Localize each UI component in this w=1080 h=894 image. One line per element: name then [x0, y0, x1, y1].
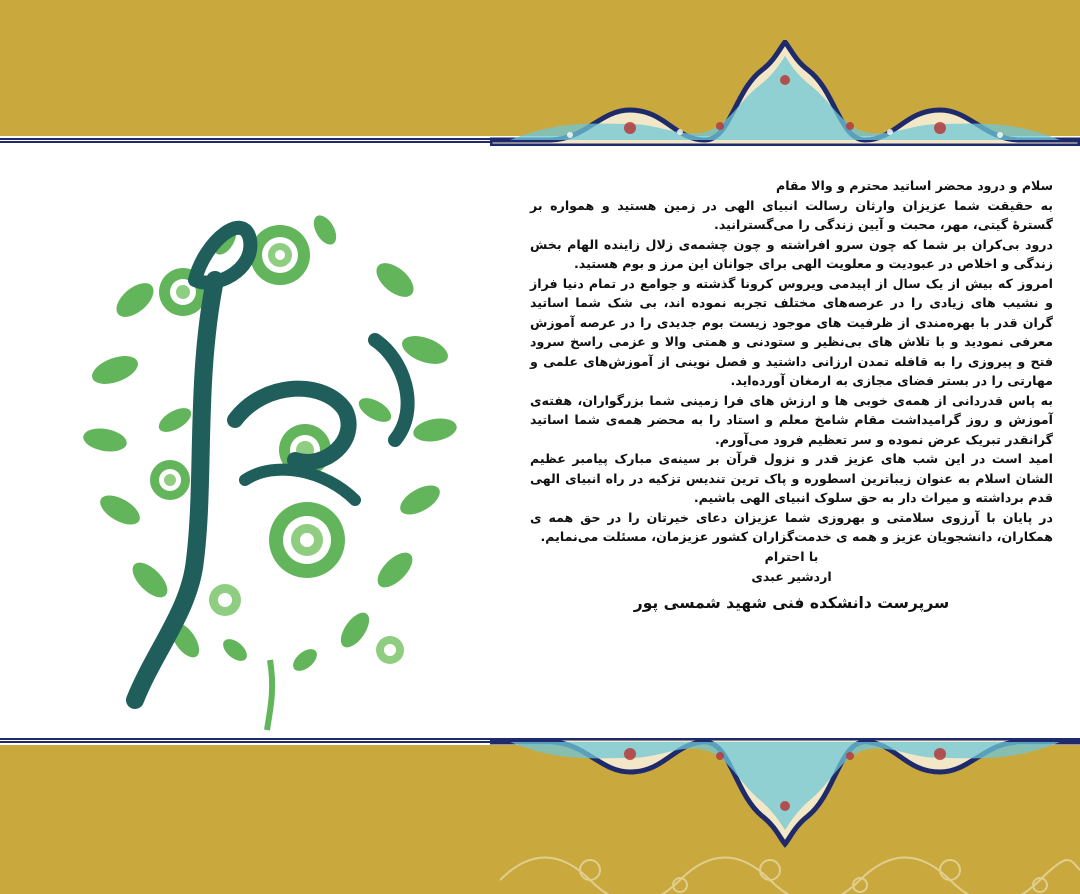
bottom-arabesque-ornament — [490, 738, 1080, 848]
top-arabesque-ornament — [490, 40, 1080, 146]
signer-name: اردشیر عبدی — [751, 568, 832, 584]
letter-paragraph: به حقیقت شما عزیزان وارثان رسالت انبیای الهی در زمین هستید و همواره بر گسترهٔ گیتی، مهر، محبت و آیین زندگی را می‌گسترانید. — [530, 197, 1053, 232]
signature-block — [530, 547, 1053, 617]
signer-title: سرپرست دانشکده فنی شهید شمسی پور — [633, 593, 950, 612]
letter-greeting: سلام و درود محضر اساتید محترم و والا مقام — [775, 178, 1053, 193]
letter-paragraph: در پایان با آرزوی سلامتی و بهروزی شما عزیزان دعای خیرتان را در حق همه ی همکاران، دانشجویان عزیز و همه ی خدمت‌گزاران کشور عزیزمان، مسئلت می‌نمایم. — [530, 509, 1053, 544]
closing-phrase: با احترام — [764, 548, 819, 564]
teacher-calligraphy-artwork — [75, 180, 465, 735]
letter-paragraph: امید است در این شب های عزیز قدر و نزول قرآن بر سینه‌ی مبارک پیامبر عظیم الشان اسلام به عنوان زیباترین اسطوره و پاک ترین تندیس تزکیه در راه انبیای الهی قدم برداشته و میراث دار به حق سلوک انبیای الهی باشیم. — [530, 451, 1053, 505]
letter-paragraph: به پاس قدردانی از همه‌ی خوبی ها و ارزش های فرا زمینی شما بزرگواران، هفته‌ی آموزش و روز گرامیداشت مقام شامخ معلم و استاد را به محضر همه‌ی شما اساتید گرانقدر تبریک عرض نموده و سر تعظیم فرود می‌آورم. — [530, 392, 1053, 447]
letter-body — [530, 176, 1053, 617]
letter-paragraph: درود بی‌کران بر شما که چون سرو افراشته و چون چشمه‌ی زلال زاینده الهام بخش زندگی و اخلاص در عبودیت و معلویت الهی برای جوانان این مرز و بوم هستید. — [530, 236, 1053, 271]
lace-pattern — [500, 840, 1080, 894]
letter-paragraph: امروز که بیش از یک سال از اپیدمی ویروس کرونا گذشته و جوامع در تمام دنیا فراز و نشیب های زیادی را در عرصه‌های مختلف تجربه نموده اند، بی شک شما اساتید گران قدر با بهره‌مندی از ظرفیت های موجود زیست بوم جدیدی را در عرصه آموزش معرفی نمودید و با تلاش های بی‌نظیر و ستودنی و همتی والا و عزمی راسخ سرود فتح و پیروزی را به قافله تمدن ارزانی داشتید و فصل نوینی از آموزش‌های علمی و مهارتی را در بستر فضای مجازی به ارمغان آورده‌اید. — [530, 275, 1053, 388]
